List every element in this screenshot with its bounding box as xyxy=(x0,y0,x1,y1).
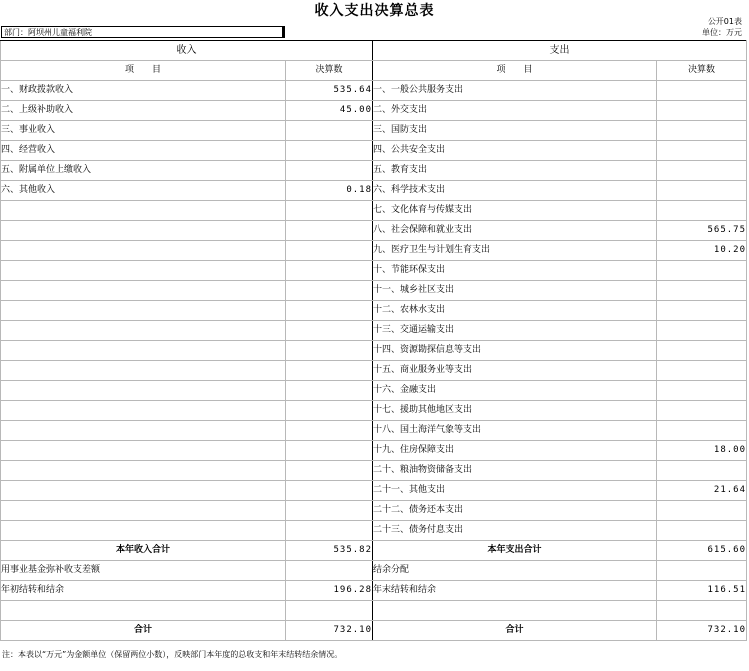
income-amount-cell[interactable] xyxy=(286,141,373,161)
begin-balance-value[interactable]: 196.28 xyxy=(286,581,373,601)
empty-cell[interactable] xyxy=(657,601,747,621)
end-balance-value[interactable]: 116.51 xyxy=(657,581,747,601)
expense-amount-cell[interactable] xyxy=(657,501,747,521)
expense-item-cell[interactable]: 四、公共安全支出 xyxy=(373,141,657,161)
expense-item-cell[interactable]: 十、节能环保支出 xyxy=(373,261,657,281)
expense-amount-cell[interactable] xyxy=(657,381,747,401)
expense-amount-cell[interactable] xyxy=(657,301,747,321)
table-row xyxy=(1,481,747,501)
expense-item-cell[interactable]: 七、文化体育与传媒支出 xyxy=(373,201,657,221)
income-item-cell[interactable] xyxy=(1,241,286,261)
income-amount-cell[interactable] xyxy=(286,361,373,381)
begin-balance-label[interactable]: 年初结转和结余 xyxy=(1,581,286,601)
empty-cell[interactable] xyxy=(373,601,657,621)
expense-amount-cell[interactable] xyxy=(657,181,747,201)
expense-item-cell[interactable]: 十二、农林水支出 xyxy=(373,301,657,321)
income-item-cell[interactable] xyxy=(1,221,286,241)
expense-item-cell[interactable]: 五、教育支出 xyxy=(373,161,657,181)
expense-amount-cell[interactable]: 21.64 xyxy=(657,481,747,501)
summary-row xyxy=(1,601,747,621)
income-item-cell[interactable] xyxy=(1,281,286,301)
expense-item-cell[interactable]: 六、科学技术支出 xyxy=(373,181,657,201)
expense-item-header: 项 目 xyxy=(373,61,657,81)
expense-amount-cell[interactable] xyxy=(657,141,747,161)
expense-amount-cell[interactable] xyxy=(657,121,747,141)
expense-item-cell[interactable]: 二、外交支出 xyxy=(373,101,657,121)
income-amount-cell[interactable] xyxy=(286,301,373,321)
income-item-cell[interactable]: 四、经营收入 xyxy=(1,141,286,161)
income-item-cell[interactable] xyxy=(1,441,286,461)
expense-amount-header: 决算数 xyxy=(657,61,747,81)
expense-item-cell[interactable]: 十九、住房保障支出 xyxy=(373,441,657,461)
income-amount-cell[interactable] xyxy=(286,521,373,541)
income-amount-cell[interactable] xyxy=(286,401,373,421)
income-group-header: 收入 xyxy=(1,41,373,61)
table-row xyxy=(1,521,747,541)
expense-total-value[interactable]: 615.60 xyxy=(657,541,747,561)
end-balance-label[interactable]: 年末结转和结余 xyxy=(373,581,657,601)
expense-amount-cell[interactable] xyxy=(657,461,747,481)
income-amount-cell[interactable] xyxy=(286,241,373,261)
income-amount-cell[interactable] xyxy=(286,501,373,521)
footnote: 注：本表以“万元”为金额单位（保留两位小数），反映部门本年度的总收支和年末结转结余情况。 xyxy=(2,650,343,659)
expense-group-header: 支出 xyxy=(373,41,747,61)
income-item-cell[interactable]: 三、事业收入 xyxy=(1,121,286,141)
table-row xyxy=(1,341,747,361)
income-amount-cell[interactable]: 0.18 xyxy=(286,181,373,201)
expense-item-cell[interactable]: 十六、金融支出 xyxy=(373,381,657,401)
table-row xyxy=(1,461,747,481)
table-row xyxy=(1,441,747,461)
expense-amount-cell[interactable] xyxy=(657,421,747,441)
income-item-cell[interactable]: 一、财政拨款收入 xyxy=(1,81,286,101)
expense-amount-cell[interactable] xyxy=(657,261,747,281)
column-header-row xyxy=(1,61,747,81)
table-row xyxy=(1,301,747,321)
expense-item-cell[interactable]: 三、国防支出 xyxy=(373,121,657,141)
income-item-cell[interactable] xyxy=(1,201,286,221)
income-amount-cell[interactable] xyxy=(286,281,373,301)
income-item-header: 项 目 xyxy=(1,61,286,81)
expense-amount-cell[interactable]: 565.75 xyxy=(657,221,747,241)
grand-total-income-value[interactable]: 732.10 xyxy=(286,621,373,641)
expense-item-cell[interactable]: 十三、交通运输支出 xyxy=(373,321,657,341)
table-row xyxy=(1,161,747,181)
expense-item-cell[interactable]: 八、社会保障和就业支出 xyxy=(373,221,657,241)
table-row xyxy=(1,501,747,521)
income-amount-cell[interactable] xyxy=(286,201,373,221)
empty-cell[interactable] xyxy=(1,601,286,621)
expense-item-cell[interactable]: 十八、国土海洋气象等支出 xyxy=(373,421,657,441)
expense-amount-cell[interactable] xyxy=(657,101,747,121)
summary-row xyxy=(1,581,747,601)
income-item-cell[interactable] xyxy=(1,301,286,321)
income-amount-cell[interactable] xyxy=(286,321,373,341)
income-item-cell[interactable]: 六、其他收入 xyxy=(1,181,286,201)
surplus-distribution-value[interactable] xyxy=(657,561,747,581)
table-row xyxy=(1,121,747,141)
expense-amount-cell[interactable] xyxy=(657,281,747,301)
income-amount-cell[interactable] xyxy=(286,161,373,181)
table-row xyxy=(1,201,747,221)
income-amount-cell[interactable] xyxy=(286,121,373,141)
summary-table xyxy=(0,40,747,641)
income-item-cell[interactable] xyxy=(1,421,286,441)
table-row xyxy=(1,401,747,421)
report-title: 收入支出决算总表 xyxy=(314,3,435,19)
income-amount-cell[interactable] xyxy=(286,381,373,401)
income-item-cell[interactable] xyxy=(1,381,286,401)
expense-amount-cell[interactable]: 18.00 xyxy=(657,441,747,461)
income-amount-cell[interactable] xyxy=(286,441,373,461)
income-amount-cell[interactable] xyxy=(286,481,373,501)
expense-amount-cell[interactable] xyxy=(657,201,747,221)
expense-amount-cell[interactable] xyxy=(657,361,747,381)
expense-item-cell[interactable]: 十五、商业服务业等支出 xyxy=(373,361,657,381)
income-item-cell[interactable] xyxy=(1,341,286,361)
income-item-cell[interactable] xyxy=(1,501,286,521)
summary-row xyxy=(1,621,747,641)
table-row xyxy=(1,221,747,241)
table-row xyxy=(1,281,747,301)
income-item-cell[interactable] xyxy=(1,481,286,501)
grand-total-expense-label[interactable]: 合计 xyxy=(373,621,657,641)
income-amount-header: 决算数 xyxy=(286,61,373,81)
table-row xyxy=(1,101,747,121)
income-item-cell[interactable] xyxy=(1,361,286,381)
income-total-value[interactable]: 535.82 xyxy=(286,541,373,561)
income-amount-cell[interactable] xyxy=(286,341,373,361)
expense-amount-cell[interactable] xyxy=(657,321,747,341)
income-item-cell[interactable]: 五、附属单位上缴收入 xyxy=(1,161,286,181)
table-row xyxy=(1,361,747,381)
income-item-cell[interactable] xyxy=(1,261,286,281)
expense-amount-cell[interactable] xyxy=(657,161,747,181)
expense-amount-cell[interactable]: 10.20 xyxy=(657,241,747,261)
income-amount-cell[interactable] xyxy=(286,421,373,441)
table-row xyxy=(1,141,747,161)
grand-total-income-label[interactable]: 合计 xyxy=(1,621,286,641)
income-item-cell[interactable] xyxy=(1,401,286,421)
table-row xyxy=(1,261,747,281)
table-row xyxy=(1,421,747,441)
income-amount-cell[interactable] xyxy=(286,221,373,241)
expense-item-cell[interactable]: 十七、援助其他地区支出 xyxy=(373,401,657,421)
expense-item-cell[interactable]: 十四、资源勘探信息等支出 xyxy=(373,341,657,361)
summary-row xyxy=(1,541,747,561)
expense-total-label[interactable]: 本年支出合计 xyxy=(373,541,657,561)
income-item-cell[interactable]: 二、上级补助收入 xyxy=(1,101,286,121)
table-row xyxy=(1,321,747,341)
income-item-cell[interactable] xyxy=(1,321,286,341)
expense-item-cell[interactable]: 一、一般公共服务支出 xyxy=(373,81,657,101)
income-item-cell[interactable] xyxy=(1,521,286,541)
table-row xyxy=(1,381,747,401)
income-amount-cell[interactable]: 535.64 xyxy=(286,81,373,101)
surplus-distribution-label[interactable]: 结余分配 xyxy=(373,561,657,581)
summary-row xyxy=(1,561,747,581)
unit-label: 单位：万元 xyxy=(702,28,742,37)
fund-offset-label[interactable]: 用事业基金弥补收支差额 xyxy=(1,561,286,581)
income-item-cell[interactable] xyxy=(1,461,286,481)
expense-amount-cell[interactable] xyxy=(657,521,747,541)
expense-item-cell[interactable]: 二十二、债务还本支出 xyxy=(373,501,657,521)
income-total-label[interactable]: 本年收入合计 xyxy=(1,541,286,561)
expense-item-cell[interactable]: 二十、粮油物资储备支出 xyxy=(373,461,657,481)
empty-cell[interactable] xyxy=(286,601,373,621)
expense-item-cell[interactable]: 九、医疗卫生与计划生育支出 xyxy=(373,241,657,261)
group-header-row xyxy=(1,41,747,61)
expense-item-cell[interactable]: 二十一、其他支出 xyxy=(373,481,657,501)
expense-amount-cell[interactable] xyxy=(657,81,747,101)
expense-amount-cell[interactable] xyxy=(657,401,747,421)
income-amount-cell[interactable] xyxy=(286,261,373,281)
fund-offset-value[interactable] xyxy=(286,561,373,581)
department-cell[interactable]: 部门：阿坝州儿童福利院 xyxy=(1,26,285,38)
table-row xyxy=(1,81,747,101)
table-row xyxy=(1,181,747,201)
table-code: 公开01表 xyxy=(707,17,742,26)
income-amount-cell[interactable] xyxy=(286,461,373,481)
grand-total-expense-value[interactable]: 732.10 xyxy=(657,621,747,641)
income-amount-cell[interactable]: 45.00 xyxy=(286,101,373,121)
table-row xyxy=(1,241,747,261)
expense-amount-cell[interactable] xyxy=(657,341,747,361)
expense-item-cell[interactable]: 十一、城乡社区支出 xyxy=(373,281,657,301)
expense-item-cell[interactable]: 二十三、债务付息支出 xyxy=(373,521,657,541)
